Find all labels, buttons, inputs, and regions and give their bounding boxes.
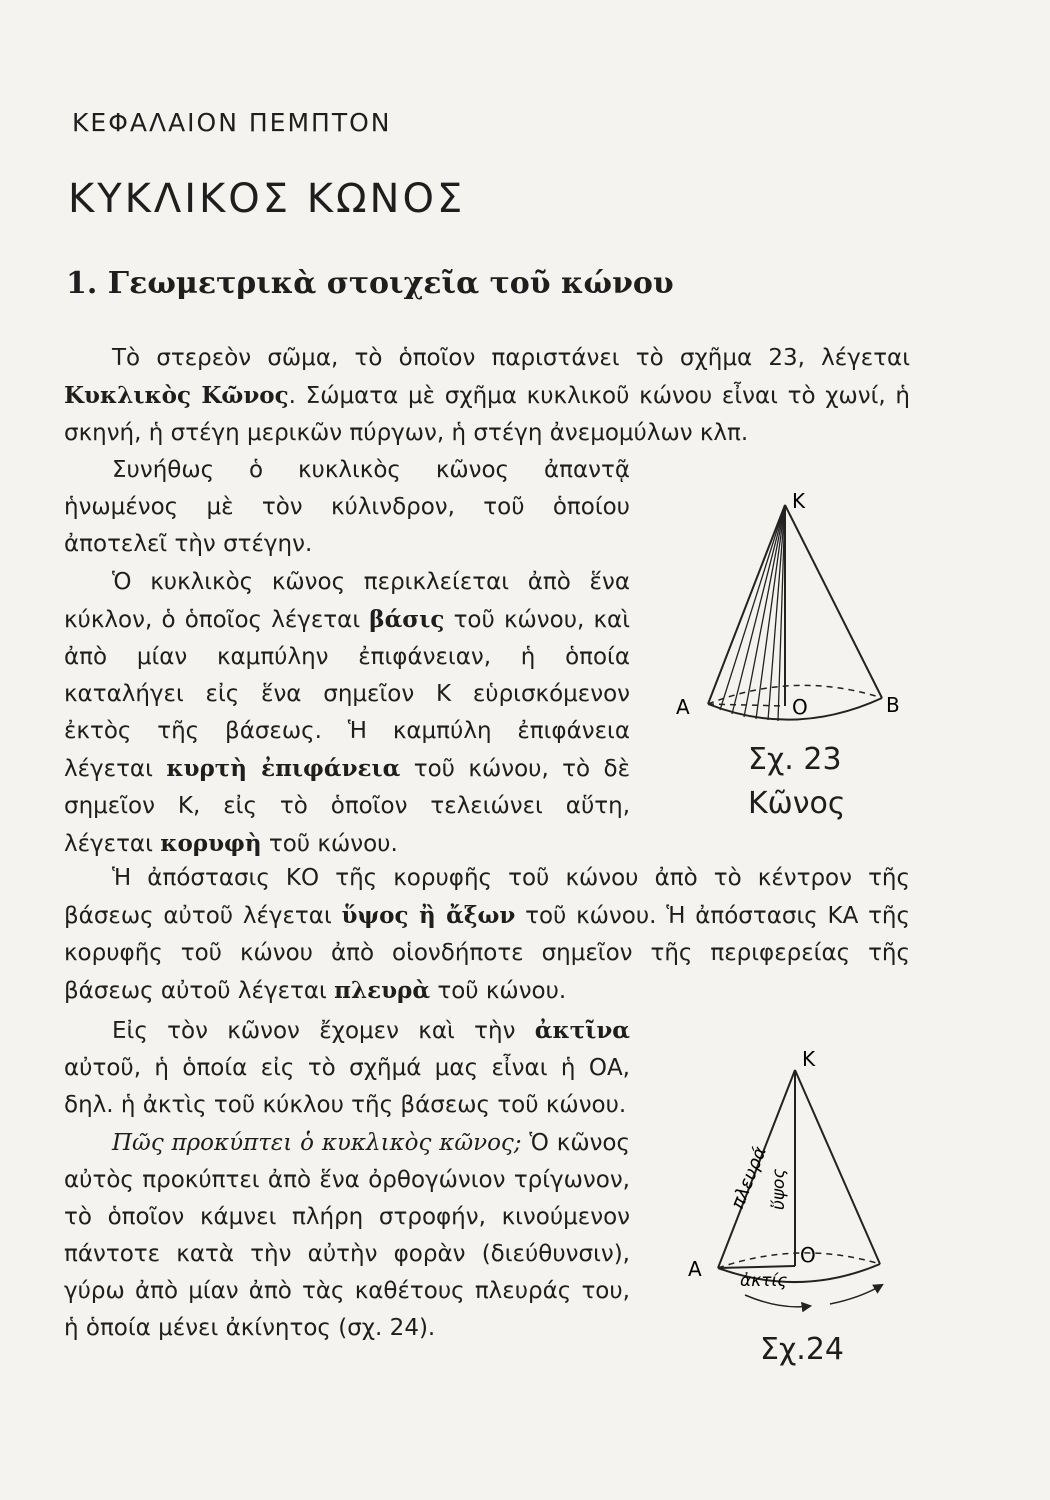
section-title: Γεωμετρικὰ στοιχεῖα τοῦ κώνου — [107, 266, 674, 301]
chapter-label: ΚΕΦΑΛΑΙΟΝ ΠΕΜΠΤΟΝ — [72, 108, 392, 137]
paragraph-6: Πῶς προκύπτει ὁ κυκλικὸς κῶνος; Ὁ κῶνος αὐτὸς προκύπτει ἀπὸ ἕνα ὀρθογώνιον τρίγωνον, τὸ ὁποῖον κάμνει πλήρη στροφήν, κινούμενον πάντοτε κατὰ τὴν αὐτὴν φορὰν (διεύθυνσιν), γύρω ἀπὸ μίαν ἀπὸ τὰς καθέτους πλευράς του, ἡ ὁποία μένει ἀκίνητος (σχ. 24). — [64, 1130, 630, 1341]
paragraph-4: Ἡ ἀπόστασις ΚΟ τῆς κορυφῆς τοῦ κώνου ἀπὸ τὸ κέντρον τῆς βάσεως αὐτοῦ λέγεται ὕψος ἢ ἄξων τοῦ κώνου. Ἡ ἀπόστασις ΚΑ τῆς κορυφῆς τοῦ κώνου ἀπὸ οἱονδήποτε σημεῖον τῆς περιφερείας τῆς βάσεως αὐτοῦ λέγεται πλευρὰ τοῦ κώνου. — [64, 865, 911, 1004]
figure-24-cone — [660, 1040, 920, 1330]
fig24-point-a-label: Α — [688, 1257, 702, 1281]
fig24-apex-label: Κ — [802, 1047, 816, 1071]
figure-23-caption-number: Σχ. 23 — [748, 742, 842, 777]
fig23-point-a-label: Α — [676, 695, 690, 719]
paragraph-3: Ὁ κυκλικὸς κῶνος περικλείεται ἀπὸ ἕνα κύκλον, ὁ ὁποῖος λέγεται βάσις τοῦ κώνου, καὶ ἀπὸ μίαν καμπύλην ἐπιφάνειαν, ἡ ὁποία καταλήγει εἰς ἕνα σημεῖον Κ εὑρισκόμενον ἐκτὸς τῆς βάσεως. Ἡ καμπύλη ἐπιφάνεια λέγεται κυρτὴ ἐπιφάνεια τοῦ κώνου, τὸ δὲ σημεῖον Κ, εἰς τὸ ὁποῖον τελειώνει αὕτη, λέγεται κορυφὴ τοῦ κώνου. — [64, 569, 631, 857]
figure-23-caption-name: Κῶνος — [748, 786, 846, 821]
chapter-title: ΚΥΚΛΙΚΟΣ ΚΩΝΟΣ — [68, 176, 466, 222]
term-ypsos-axon: ὕψος ἢ ἄξων — [341, 902, 516, 929]
term-kyklikos-konos: Κυκλικὸς Κῶνος — [64, 382, 289, 409]
fig23-apex-label: Κ — [792, 489, 806, 513]
term-basis: βάσις — [369, 606, 445, 633]
fig24-side-label: πλευρά — [727, 1143, 771, 1212]
term-kyrti-epifaneia: κυρτὴ ἐπιφάνεια — [166, 755, 401, 782]
fig24-height-label: ὕψος — [769, 1168, 789, 1210]
figure-23-cone — [660, 470, 920, 840]
section-heading — [66, 266, 674, 301]
term-plevra: πλευρὰ — [334, 977, 431, 1004]
paragraph-2: Συνήθως ὁ κυκλικὸς κῶνος ἀπαντᾷ ἡνωμένος μὲ τὸν κύλινδρον, τοῦ ὁποίου ἀποτελεῖ τὴν στέγην. — [64, 457, 630, 557]
fig23-center-label: Ο — [792, 695, 808, 719]
term-aktina: ἀκτῖνα — [534, 1017, 630, 1044]
term-koryfi: κορυφὴ — [160, 830, 262, 857]
fig24-center-label: Ο — [800, 1243, 816, 1267]
paragraph-5: Εἰς τὸν κῶνον ἔχομεν καὶ τὴν ἀκτῖνα αὐτοῦ, ἡ ὁποία εἰς τὸ σχῆμά μας εἶναι ἡ ΟΑ, δηλ. ἡ ἀκτὶς τοῦ κύκλου τῆς βάσεως τοῦ κώνου. — [64, 1017, 630, 1118]
question-italic: Πῶς προκύπτει ὁ κυκλικὸς κῶνος; — [112, 1130, 522, 1156]
fig24-radius-label: ἀκτίς — [740, 1271, 788, 1291]
fig23-point-b-label: Β — [886, 693, 900, 717]
section-number: 1. — [66, 266, 98, 301]
paragraph-1: Τὸ στερεὸν σῶμα, τὸ ὁποῖον παριστάνει τὸ σχῆμα 23, λέγεται Κυκλικὸς Κῶνος. Σώματα μὲ σχῆμα κυκλικοῦ κώνου εἶναι τὸ χωνί, ἡ σκηνή, ἡ στέγη μερικῶν πύργων, ἡ στέγη ἀνεμομύλων κλπ. — [64, 345, 910, 446]
figure-24-caption: Σχ.24 — [760, 1332, 844, 1367]
